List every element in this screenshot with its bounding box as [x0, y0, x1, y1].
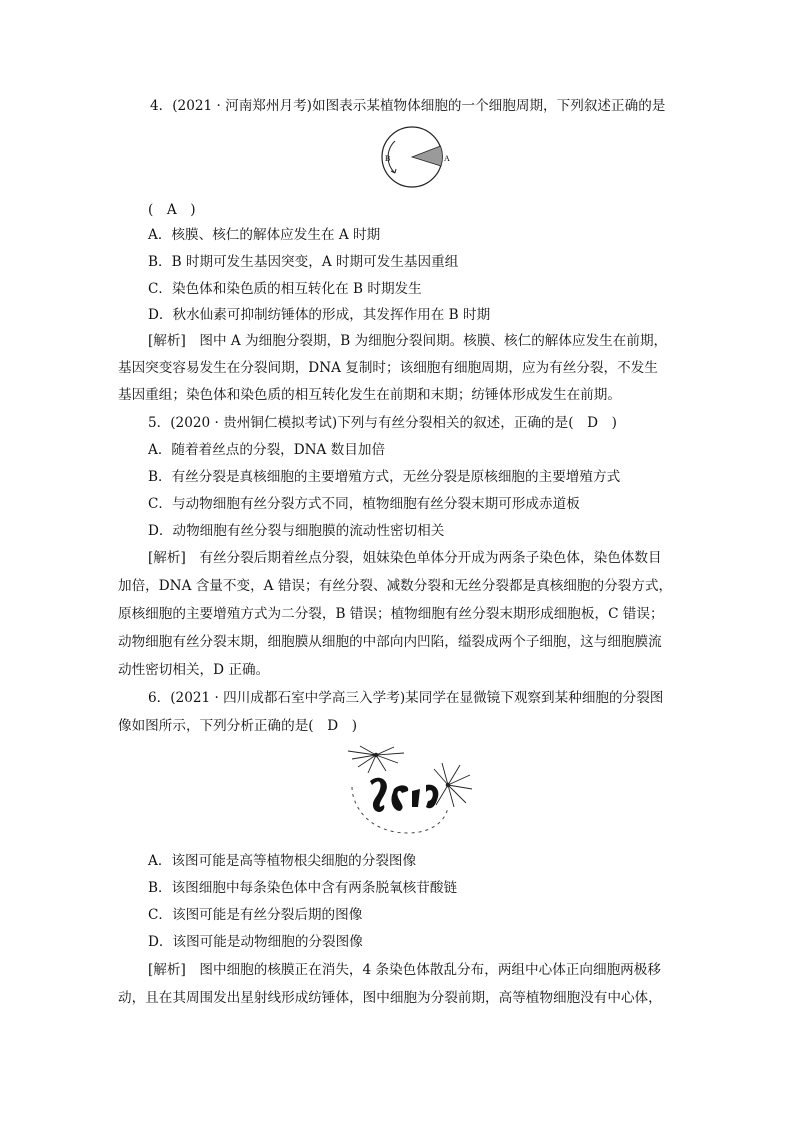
- cell-cycle-figure: [370, 123, 460, 191]
- q5-analysis-3: 原核细胞的主要增殖方式为二分裂，B 错误；植物细胞有丝分裂末期形成细胞板，C 错误；: [118, 606, 664, 622]
- q6-option-a: A．该图可能是高等植物根尖细胞的分裂图像: [148, 853, 417, 869]
- q5-analysis-2: 加倍，DNA 含量不变，A 错误；有丝分裂、减数分裂和无丝分裂都是真核细胞的分裂方式，: [118, 578, 673, 594]
- q5-option-b: B．有丝分裂是真核细胞的主要增殖方式，无丝分裂是原核细胞的主要增殖方式: [148, 469, 621, 485]
- label-a: A: [444, 154, 450, 163]
- centrosome-top: [348, 746, 404, 773]
- label-b: B: [385, 154, 391, 163]
- q6-option-b: B．该图细胞中每条染色体中含有两条脱氧核苷酸链: [148, 880, 458, 896]
- q4-answer: ( A ): [148, 202, 196, 218]
- q4-analysis-2: 基因突变容易发生在分裂间期，DNA 复制时；该细胞有细胞周期，应为有丝分裂，不发生: [118, 360, 658, 376]
- q4-option-d: D．秋水仙素可抑制纺锤体的形成，其发挥作用在 B 时期: [148, 307, 491, 323]
- q4-option-b: B．B 时期可发生基因突变，A 时期可发生基因重组: [148, 254, 459, 270]
- q6-analysis-1: [解析] 图中细胞的核膜正在消失，4 条染色体散乱分布，两组中心体正向细胞两极移: [148, 962, 661, 978]
- cell-division-figure: [338, 745, 478, 840]
- centrosome-right: [434, 763, 472, 807]
- q5-analysis-5: 动性密切相关，D 正确。: [118, 662, 270, 678]
- q6-option-d: D．该图可能是动物细胞的分裂图像: [148, 934, 363, 950]
- q6-stem-1: 6．(2021 · 四川成都石室中学高三入学考)某同学在显微镜下观察到某种细胞的分裂图: [148, 690, 664, 706]
- q4-option-a: A．核膜、核仁的解体应发生在 A 时期: [148, 227, 381, 243]
- q5-option-d: D．动物细胞有丝分裂与细胞膜的流动性密切相关: [148, 523, 445, 539]
- phase-a-wedge: [412, 146, 442, 166]
- q4-stem: 4．(2021 · 河南郑州月考)如图表示某植物体细胞的一个细胞周期，下列叙述正确的是: [150, 98, 666, 114]
- q6-analysis-2: 动，且在其周围发出星射线形成纺锤体，图中细胞为分裂前期，高等植物细胞没有中心体，: [118, 990, 662, 1006]
- q5-option-a: A．随着着丝点的分裂，DNA 数目加倍: [148, 442, 386, 458]
- q4-analysis-3: 基因重组；染色体和染色质的相互转化发生在前期和末期；纺锤体形成发生在前期。: [118, 387, 621, 403]
- q5-analysis-1: [解析] 有丝分裂后期着丝点分裂，姐妹染色单体分开成为两条子染色体，染色体数目: [148, 550, 662, 566]
- q6-stem-2: 像如图所示，下列分析正确的是( D ): [118, 718, 358, 734]
- q4-analysis-1: [解析] 图中 A 为细胞分裂期，B 为细胞分裂间期。核膜、核仁的解体应发生在前期，: [148, 333, 668, 349]
- q5-stem: 5．(2020 · 贵州铜仁模拟考试)下列与有丝分裂相关的叙述，正确的是( D ): [148, 415, 617, 431]
- q6-option-c: C．该图可能是有丝分裂后期的图像: [148, 907, 363, 923]
- q5-option-c: C．与动物细胞有丝分裂方式不同，植物细胞有丝分裂末期可形成赤道板: [148, 496, 580, 512]
- q4-option-c: C．染色体和染色质的相互转化在 B 时期发生: [148, 281, 422, 297]
- chromosomes: [370, 778, 438, 812]
- q5-analysis-4: 动物细胞有丝分裂末期，细胞膜从细胞的中部向内凹陷，缢裂成两个子细胞，这与细胞膜流: [118, 634, 662, 650]
